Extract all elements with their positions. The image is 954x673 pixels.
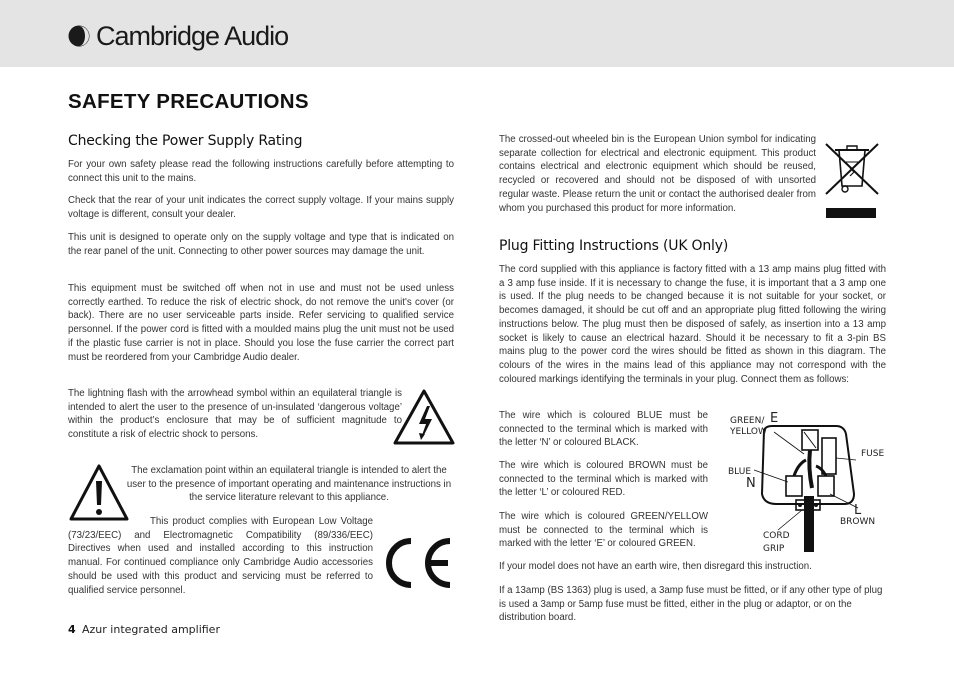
thirteen-amp-paragraph: If a 13amp (BS 1363) plug is used, a 3amp fuse must be fitted, or if any other type of plug is used a 3amp or 5amp fuse must be fitted, either in the plug or adaptor, or on the distribution board. (499, 585, 883, 624)
left-paragraph-1: For your own safety please read the following instructions carefully before attempting to connect this unit to the mains. (68, 159, 454, 184)
green-wire-paragraph: The wire which is coloured GREEN/YELLOW must be connected to the terminal which is marked with the letter ‘E’ or coloured GREEN. (499, 511, 708, 550)
ce-mark-icon (380, 535, 456, 591)
lightning-paragraph: The lightning flash with the arrowhead symbol within an equilateral triangle is intended to alert the user to the presence of un-insulated ‘dangerous voltage’ within the product’s enclosure that may be of sufficient magnitude to constitute a risk of electric shock to persons. (68, 388, 402, 441)
plug-fitting-heading: Plug Fitting Instructions (UK Only) (499, 238, 729, 254)
brand-name: Cambridge Audio (96, 20, 289, 51)
power-supply-heading: Checking the Power Supply Rating (68, 133, 303, 149)
exclamation-paragraph: The exclamation point within an equilateral triangle is intended to alert the user to the presence of important operating and maintenance instructions in the service literature relevant to this appliance. (126, 465, 452, 504)
cambridge-logo-icon (68, 25, 90, 47)
plug-wiring-diagram (726, 408, 888, 556)
green-yellow-label-1: GREEN/ (730, 416, 765, 426)
lightning-triangle-icon (392, 388, 456, 446)
cord-grip-label-1: CORD (763, 531, 790, 541)
plug-fitting-paragraph: The cord supplied with this appliance is factory fitted with a 13 amp mains plug fitted with a 3 amp fuse inside. If it is necessary to change the fuse, it is important that a 3 amp one is used. If the plug needs to be changed because it is not suitable for your socket, or becomes damaged, it should be cut off and an appropriate plug fitted following the wiring instructions below. The plug must then be disposed of safely, as insertion into a 13 amp socket is likely to cause an electrical hazard. Should it be necessary to fit a 3-pin BS mains plug to the power cord the wires should be fitted as shown in this diagram. The colours of the wires in the mains lead of this appliance may not correspond with the coloured markings identifying the terminals in your plug. Connect them as follows: (499, 264, 886, 385)
brown-label: BROWN (840, 517, 876, 527)
left-paragraph-2: Check that the rear of your unit indicates the correct supply voltage. If your mains supply voltage is different, consult your dealer. (68, 195, 454, 220)
earth-letter: E (770, 411, 779, 426)
green-yellow-label-2: YELLOW (730, 427, 767, 437)
left-paragraph-3: This unit is designed to operate only on the supply voltage and type that is indicated on the rear panel of the unit. Connecting to other power sources may damage the unit. (68, 232, 454, 257)
left-paragraph-4: This equipment must be switched off when not in use and must not be used unless correctly earthed. To reduce the risk of electric shock, do not remove the unit's cover (or back). There are no user serviceable parts inside. Refer servicing to qualified service personnel. If the power cord is fitted with a moulded mains plug the unit must not be used if the plastic fuse carrier is not in place. Should you lose the fuse carrier the correct part must be reordered from your Cambridge Audio dealer. (68, 283, 454, 363)
neutral-letter: N (746, 476, 756, 491)
crossed-bin-icon (824, 140, 880, 220)
blue-label: BLUE (728, 467, 752, 477)
brown-wire-paragraph: The wire which is coloured BROWN must be connected to the terminal which is marked with the letter ‘L’ or coloured RED. (499, 460, 708, 499)
page-number: 4 (68, 623, 76, 636)
header-band (0, 0, 954, 67)
weee-paragraph: The crossed-out wheeled bin is the European Union symbol for indicating separate collection for electrical and electronic equipment. This product contains electrical and electronic equipment which should be reused, recycled or recovered and should not be disposed of with unsorted regular waste. Please return the unit or contact the authorised dealer from whom you purchased this product for more information. (499, 134, 816, 214)
fuse-label: FUSE (861, 449, 885, 459)
live-letter: L (854, 503, 862, 518)
page-title: SAFETY PRECAUTIONS (68, 90, 309, 113)
footer-product-name: Azur integrated amplifier (82, 623, 220, 636)
brand-logo (68, 20, 288, 52)
blue-wire-paragraph: The wire which is coloured BLUE must be connected to the terminal which is marked with the letter ‘N’ or coloured BLACK. (499, 410, 708, 449)
compliance-paragraph: This product complies with European Low Voltage (73/23/EEC) and Electromagnetic Compatibility (89/336/EEC) Directives when used and installed according to this instruction manual. For continued compliance only Cambridge Audio accessories should be used with this product and servicing must be referred to qualified service personnel. (68, 516, 373, 596)
no-earth-paragraph: If your model does not have an earth wire, then disregard this instruction. (499, 561, 812, 572)
cord-grip-label-2: GRIP (763, 544, 785, 554)
exclamation-triangle-icon (68, 463, 130, 523)
